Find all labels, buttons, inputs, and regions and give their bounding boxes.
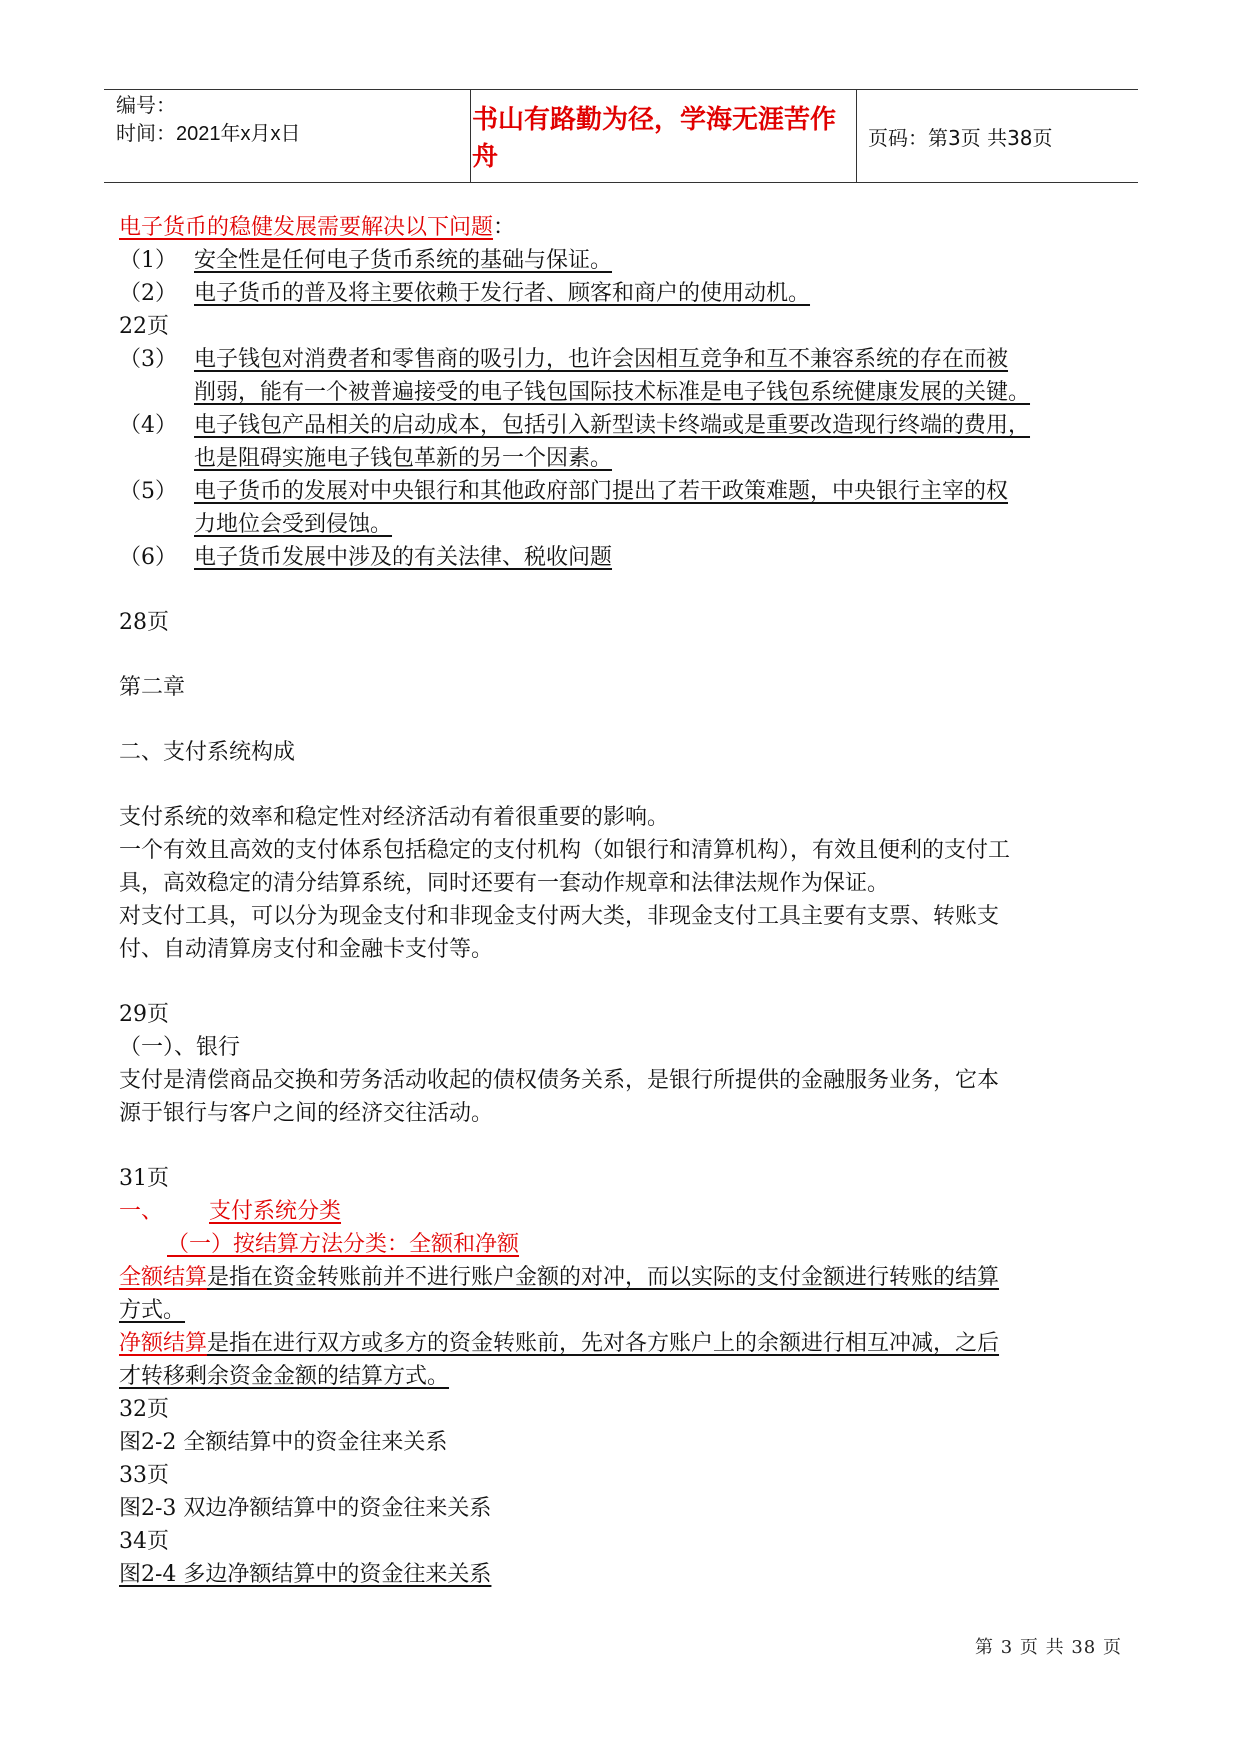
- item-number: （5）: [119, 479, 177, 504]
- definition: [119, 1327, 1129, 1360]
- definition-text: 才转移剩余资金金额的结算方式。: [119, 1364, 450, 1389]
- paragraph: 对支付工具，可以分为现金支付和非现金支付两大类，非现金支付工具主要有支票、转账支: [119, 904, 1000, 929]
- header-divider: [856, 90, 857, 182]
- page-footer: 第 3 页 共 38 页: [975, 1637, 1122, 1658]
- page-ref: 29页: [119, 1002, 169, 1027]
- subheading-text: （一）按结算方法分类：全额和净额: [167, 1232, 520, 1257]
- paragraph: 一个有效且高效的支付体系包括稳定的支付机构（如银行和清算机构），有效且便利的支付工: [119, 838, 1011, 863]
- definition-continuation: [119, 1294, 1129, 1327]
- page-ref: 32页: [119, 1397, 169, 1422]
- subsection-heading: （一）、银行: [119, 1035, 241, 1060]
- item-text: 电子货币发展中涉及的有关法律、税收问题: [194, 545, 613, 570]
- header-divider: [470, 90, 471, 182]
- page-ref: 31页: [119, 1166, 169, 1191]
- paragraph: 支付系统的效率和稳定性对经济活动有着很重要的影响。: [119, 805, 670, 830]
- document-body: [119, 211, 1129, 1591]
- figure-caption: 图2-3 双边净额结算中的资金往来关系: [119, 1496, 492, 1521]
- definition-continuation: [119, 1360, 1129, 1393]
- item-text: 也是阻碍实施电子钱包革新的另一个因素。: [194, 446, 613, 471]
- list-item: [119, 277, 1129, 310]
- item-text: 电子货币的普及将主要依赖于发行者、顾客和商户的使用动机。: [194, 281, 811, 306]
- definition-text: 方式。: [119, 1298, 186, 1323]
- item-text: 电子货币的发展对中央银行和其他政府部门提出了若干政策难题，中央银行主宰的权: [194, 479, 1009, 504]
- list-item: [119, 244, 1129, 277]
- list-item: [119, 409, 1129, 442]
- list-item-continuation: [119, 442, 1129, 475]
- paragraph: 支付是清偿商品交换和劳务活动收起的债权债务关系，是银行所提供的金融服务业务，它本: [119, 1068, 1000, 1093]
- list-item: [119, 475, 1129, 508]
- header-page-info: 页码：第3页 共38页: [868, 125, 1053, 150]
- paragraph: 具，高效稳定的清分结算系统，同时还要有一套动作规章和法律法规作为保证。: [119, 871, 890, 896]
- page-ref: 33页: [119, 1463, 169, 1488]
- paragraph: 付、自动清算房支付和金融卡支付等。: [119, 937, 494, 962]
- item-text: 力地位会受到侵蚀。: [194, 512, 393, 537]
- definition-text: 是指在进行双方或多方的资金转账前，先对各方账户上的余额进行相互冲减，之后: [207, 1331, 1000, 1356]
- page-header: [104, 89, 1138, 183]
- item-number: （6）: [119, 545, 177, 570]
- item-number: （1）: [119, 248, 177, 273]
- definition: [119, 1261, 1129, 1294]
- header-number: 编号：: [116, 95, 176, 117]
- title-colon: ：: [493, 215, 516, 240]
- section-title: [119, 211, 1129, 244]
- item-number: （4）: [119, 413, 177, 438]
- definition-text: 是指在资金转账前并不进行账户金额的对冲，而以实际的支付金额进行转账的结算: [207, 1265, 1000, 1290]
- header-motto: 书山有路勤为径，学海无涯苦作舟: [472, 105, 837, 172]
- title-red-text: 电子货币的稳健发展需要解决以下问题: [119, 215, 494, 240]
- page-ref: 28页: [119, 610, 169, 635]
- item-number: （3）: [119, 347, 177, 372]
- item-text: 电子钱包产品相关的启动成本，包括引入新型读卡终端或是重要改造现行终端的费用，: [194, 413, 1031, 438]
- chapter-heading: 第二章: [119, 675, 186, 700]
- item-text: 削弱，能有一个被普遍接受的电子钱包国际技术标准是电子钱包系统健康发展的关键。: [194, 380, 1031, 405]
- term-gross: 全额结算: [119, 1265, 208, 1290]
- list-item: [119, 343, 1129, 376]
- list-item-continuation: [119, 508, 1129, 541]
- item-text: 电子钱包对消费者和零售商的吸引力，也许会因相互竞争和互不兼容系统的存在而被: [194, 347, 1009, 372]
- header-time: 时间：2021年x月x日: [116, 123, 301, 145]
- page-ref: 22页: [119, 314, 169, 339]
- heading-text: 支付系统分类: [209, 1199, 342, 1224]
- term-net: 净额结算: [119, 1331, 208, 1356]
- paragraph: 源于银行与客户之间的经济交往活动。: [119, 1101, 494, 1126]
- subheading-red: [119, 1228, 1129, 1261]
- section-heading: 二、支付系统构成: [119, 740, 296, 765]
- item-text: 安全性是任何电子货币系统的基础与保证。: [194, 248, 613, 273]
- figure-caption: [119, 1558, 1129, 1591]
- figure-caption: 图2-2 全额结算中的资金往来关系: [119, 1430, 448, 1455]
- list-item: [119, 541, 1129, 574]
- header-meta: [116, 90, 466, 182]
- heading-red: [119, 1195, 1129, 1228]
- page-ref: 34页: [119, 1529, 169, 1554]
- item-number: （2）: [119, 281, 177, 306]
- figure-caption-text: 图2-4 多边净额结算中的资金往来关系: [119, 1562, 492, 1587]
- heading-number: 一、: [119, 1199, 164, 1224]
- list-item-continuation: [119, 376, 1129, 409]
